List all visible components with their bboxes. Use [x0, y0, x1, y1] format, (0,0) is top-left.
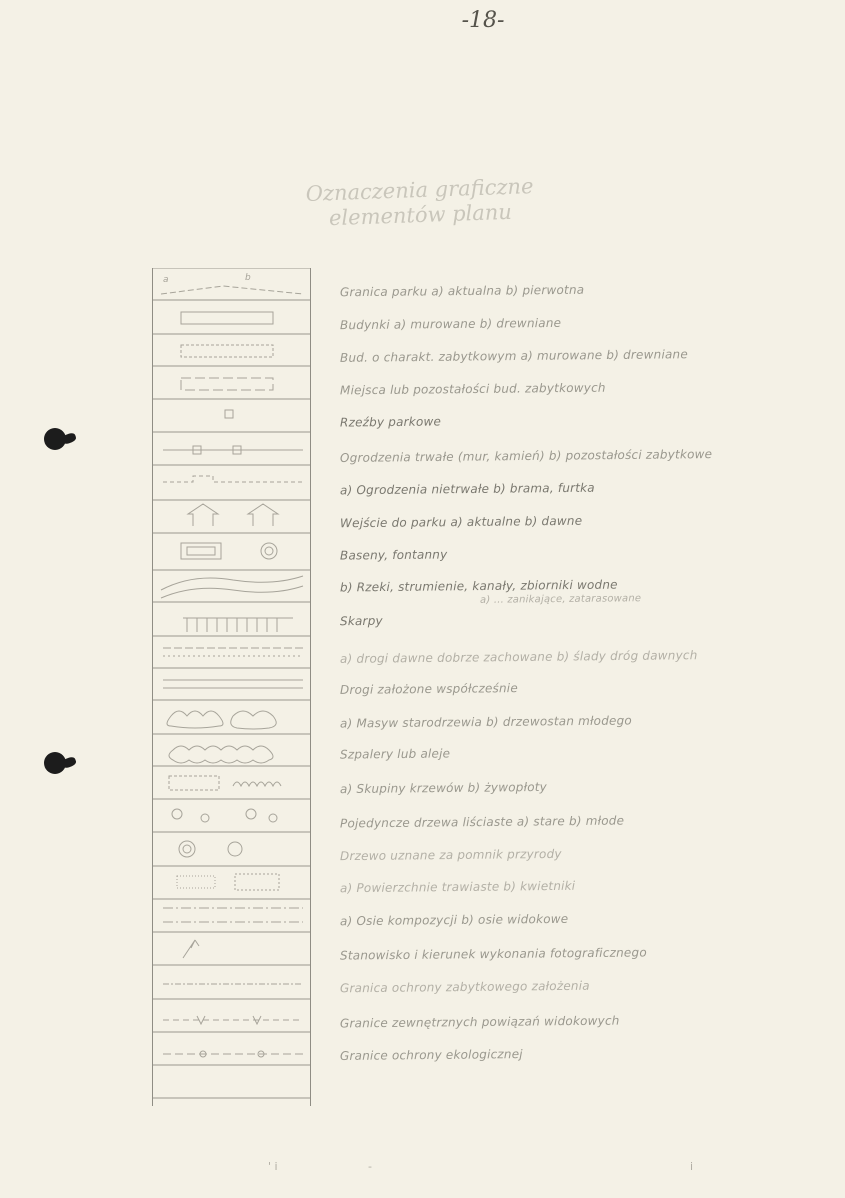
footer-mark-3: i	[690, 1160, 694, 1173]
legend-item-shrubs: a) Skupiny krzewów b) żywopłoty	[339, 779, 548, 797]
punch-hole-top	[44, 428, 66, 450]
page-title	[269, 173, 571, 233]
legend-symbol-column	[152, 268, 311, 1106]
legend-item-axes: a) Osie kompozycji b) osie widokowe	[339, 911, 569, 929]
legend-symbols	[153, 268, 310, 1106]
page-number: -18-	[461, 8, 505, 33]
legend-item-permanent-fences: Ogrodzenia trwałe (mur, kamień) b) pozostałości zabytkowe	[339, 447, 713, 465]
legend-item-park-entrance: Wejście do parku a) aktualne b) dawne	[339, 513, 583, 531]
legend-item-escarpments: Skarpy	[339, 613, 383, 629]
legend-item-modern-roads: Drogi założone współcześnie	[339, 681, 518, 697]
legend-item-historic-boundary: Granica ochrony zabytkowego założenia	[339, 978, 590, 996]
footer-mark-1: ' i	[268, 1160, 278, 1173]
legend-item-ecological-boundary: Granice ochrony ekologicznej	[339, 1047, 523, 1063]
punch-hole-bottom	[44, 752, 66, 774]
legend-item-photo-point: Stanowisko i kierunek wykonania fotograficznego	[339, 945, 647, 963]
legend-item-monument-tree: Drzewo uznane za pomnik przyrody	[339, 846, 562, 864]
legend-item-rivers-sub: a) ... zanikające, zatarasowane	[479, 593, 642, 606]
legend-item-buildings: Budynki a) murowane b) drewniane	[339, 315, 562, 333]
legend-item-building-remains: Miejsca lub pozostałości bud. zabytkowych	[339, 380, 606, 398]
legend-item-old-roads: a) drogi dawne dobrze zachowane b) ślady dróg dawnych	[339, 648, 698, 666]
legend-item-historic-buildings: Bud. o charakt. zabytkowym a) murowane b) drewniane	[339, 347, 688, 365]
legend-item-tree-mass: a) Masyw starodrzewia b) drzewostan młodego	[339, 713, 633, 731]
legend-item-sculptures: Rzeźby parkowe	[339, 414, 442, 430]
legend-item-lawns: a) Powierzchnie trawiaste b) kwietniki	[339, 878, 576, 896]
legend-item-park-boundary: Granica parku a) aktualna b) pierwotna	[339, 282, 585, 300]
symbol-letter-b: b	[245, 273, 251, 283]
symbol-letter-a: a	[163, 275, 169, 285]
title-line-1: Oznaczenia graficzne	[305, 174, 534, 206]
legend-item-alleys: Szpalery lub aleje	[339, 746, 451, 762]
footer-mark-2: -	[368, 1160, 372, 1173]
legend-item-single-trees: Pojedyncze drzewa liściaste a) stare b) młode	[339, 813, 625, 831]
legend-item-temporary-fences: a) Ogrodzenia nietrwałe b) brama, furtka	[339, 480, 595, 498]
title-line-2: elementów planu	[328, 199, 513, 231]
legend-item-view-links: Granice zewnętrznych powiązań widokowych	[339, 1013, 620, 1031]
legend-item-pools: Baseny, fontanny	[339, 547, 448, 563]
legend-item-rivers: b) Rzeki, strumienie, kanały, zbiorniki wodne	[339, 577, 618, 595]
